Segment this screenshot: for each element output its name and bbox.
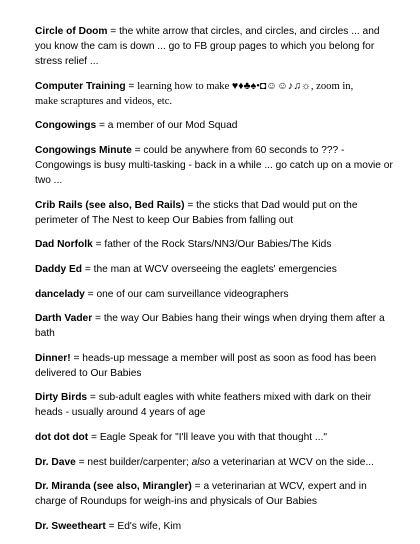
entry-definition: the way Our Babies hang their wings when drying them after a bath [35, 313, 385, 340]
entry-definition: the man at WCV overseeing the eaglets' emergencies [93, 263, 337, 275]
glossary-entry-congowings [35, 118, 397, 133]
glossary-entry-darth-vader [35, 311, 397, 341]
entry-term: Daddy Ed [35, 263, 82, 275]
entry-definition: learning how to make ♥♦♣♠•◘☺☺♪♫☼, zoom in, [137, 80, 354, 92]
glossary-entry-circle-of-doom [35, 24, 397, 69]
glossary-entry-dr-miranda [35, 479, 397, 509]
entry-separator: = [125, 80, 138, 92]
entry-separator: = [75, 456, 88, 468]
entry-definition: Ed's wife, Kim [117, 521, 182, 532]
entry-term: Crib Rails (see also, Bed Rails) [35, 199, 185, 211]
entry-term: Dinner! [35, 352, 71, 364]
entry-term: Dr. Miranda (see also, Mirangler) [35, 481, 192, 493]
glossary-entry-dad-norfolk [35, 237, 397, 252]
entry-definition: a veterinarian at WCV, expert and in charge of Roundups for weigh-ins and physicals of Our Babies [35, 481, 367, 508]
entry-separator: = [92, 239, 105, 251]
entry-definition: the white arrow that circles, and circles, and circles ... and you know the cam is down ... go to FB group pages to which you belong for stress relief ... [35, 26, 380, 67]
entry-separator: = [70, 352, 83, 364]
entry-definition: father of the Rock Stars/NN3/Our Babies/The Kids [104, 239, 332, 251]
entry-definition: nest builder/carpenter; [87, 456, 192, 468]
entry-term: Circle of Doom [35, 26, 108, 37]
entry-separator: = [184, 199, 197, 211]
entry-definition: the sticks that Dad would put on the perimeter of The Nest to keep Our Babies from falling out [35, 199, 358, 226]
glossary-entry-dot-dot-dot [35, 430, 397, 445]
entry-definition: could be anywhere from 60 seconds to ??? - Congowings is busy multi-tasking - back in a while ... go catch up on a movie or two ... [35, 144, 393, 186]
entry-separator: = [81, 263, 94, 275]
entry-definition: heads-up message a member will post as soon as food has been delivered to Our Babies [35, 352, 377, 379]
entry-separator: = [84, 288, 97, 300]
entry-term: Dad Norfolk [35, 239, 93, 251]
entry-separator: = [131, 144, 144, 156]
entry-term: Computer Training [35, 80, 126, 92]
entry-separator: = [96, 120, 108, 132]
entry-term: Congowings [35, 120, 97, 132]
entry-definition: one of our cam surveillance videographers [96, 288, 289, 300]
entry-term: Dr. Sweetheart [35, 521, 106, 532]
entry-term: dancelady [35, 288, 85, 300]
entry-separator: = [92, 313, 104, 325]
entry-separator: = [87, 392, 99, 404]
entry-definition: sub-adult eagles with white feathers mixed with dark on their heads - usually around 4 years of age [35, 392, 372, 419]
glossary-entry-dr-dave [35, 455, 397, 470]
entry-definition: a member of our Mod Squad [107, 120, 238, 132]
entry-definition-emphasis: also [191, 456, 211, 468]
entry-separator: = [105, 521, 118, 532]
entry-term: dot dot dot [35, 432, 89, 444]
glossary-entry-computer-training [35, 79, 397, 109]
entry-definition-continued: make scraptures and videos, etc. [35, 95, 173, 107]
glossary-entry-dirty-birds [35, 390, 397, 420]
glossary-entry-crib-rails [35, 198, 397, 228]
entry-definition: Eagle Speak for "I'll leave you with that thought ..." [99, 432, 328, 444]
glossary-entry-dancelady [35, 287, 397, 302]
glossary-entry-dinner [35, 351, 397, 381]
entry-definition-continued: a veterinarian at WCV on the side... [210, 456, 374, 468]
entry-term: Dr. Dave [35, 456, 76, 468]
entry-term: Darth Vader [35, 313, 93, 325]
entry-separator: = [88, 432, 100, 444]
entry-separator: = [191, 481, 204, 493]
glossary-entry-congowings-minute [35, 143, 397, 188]
entry-term: Dirty Birds [35, 392, 88, 404]
entry-term: Congowings Minute [35, 144, 132, 156]
entry-separator: = [107, 26, 120, 37]
glossary-entry-dr-sweetheart [35, 519, 397, 534]
glossary-entry-daddy-ed [35, 262, 397, 277]
